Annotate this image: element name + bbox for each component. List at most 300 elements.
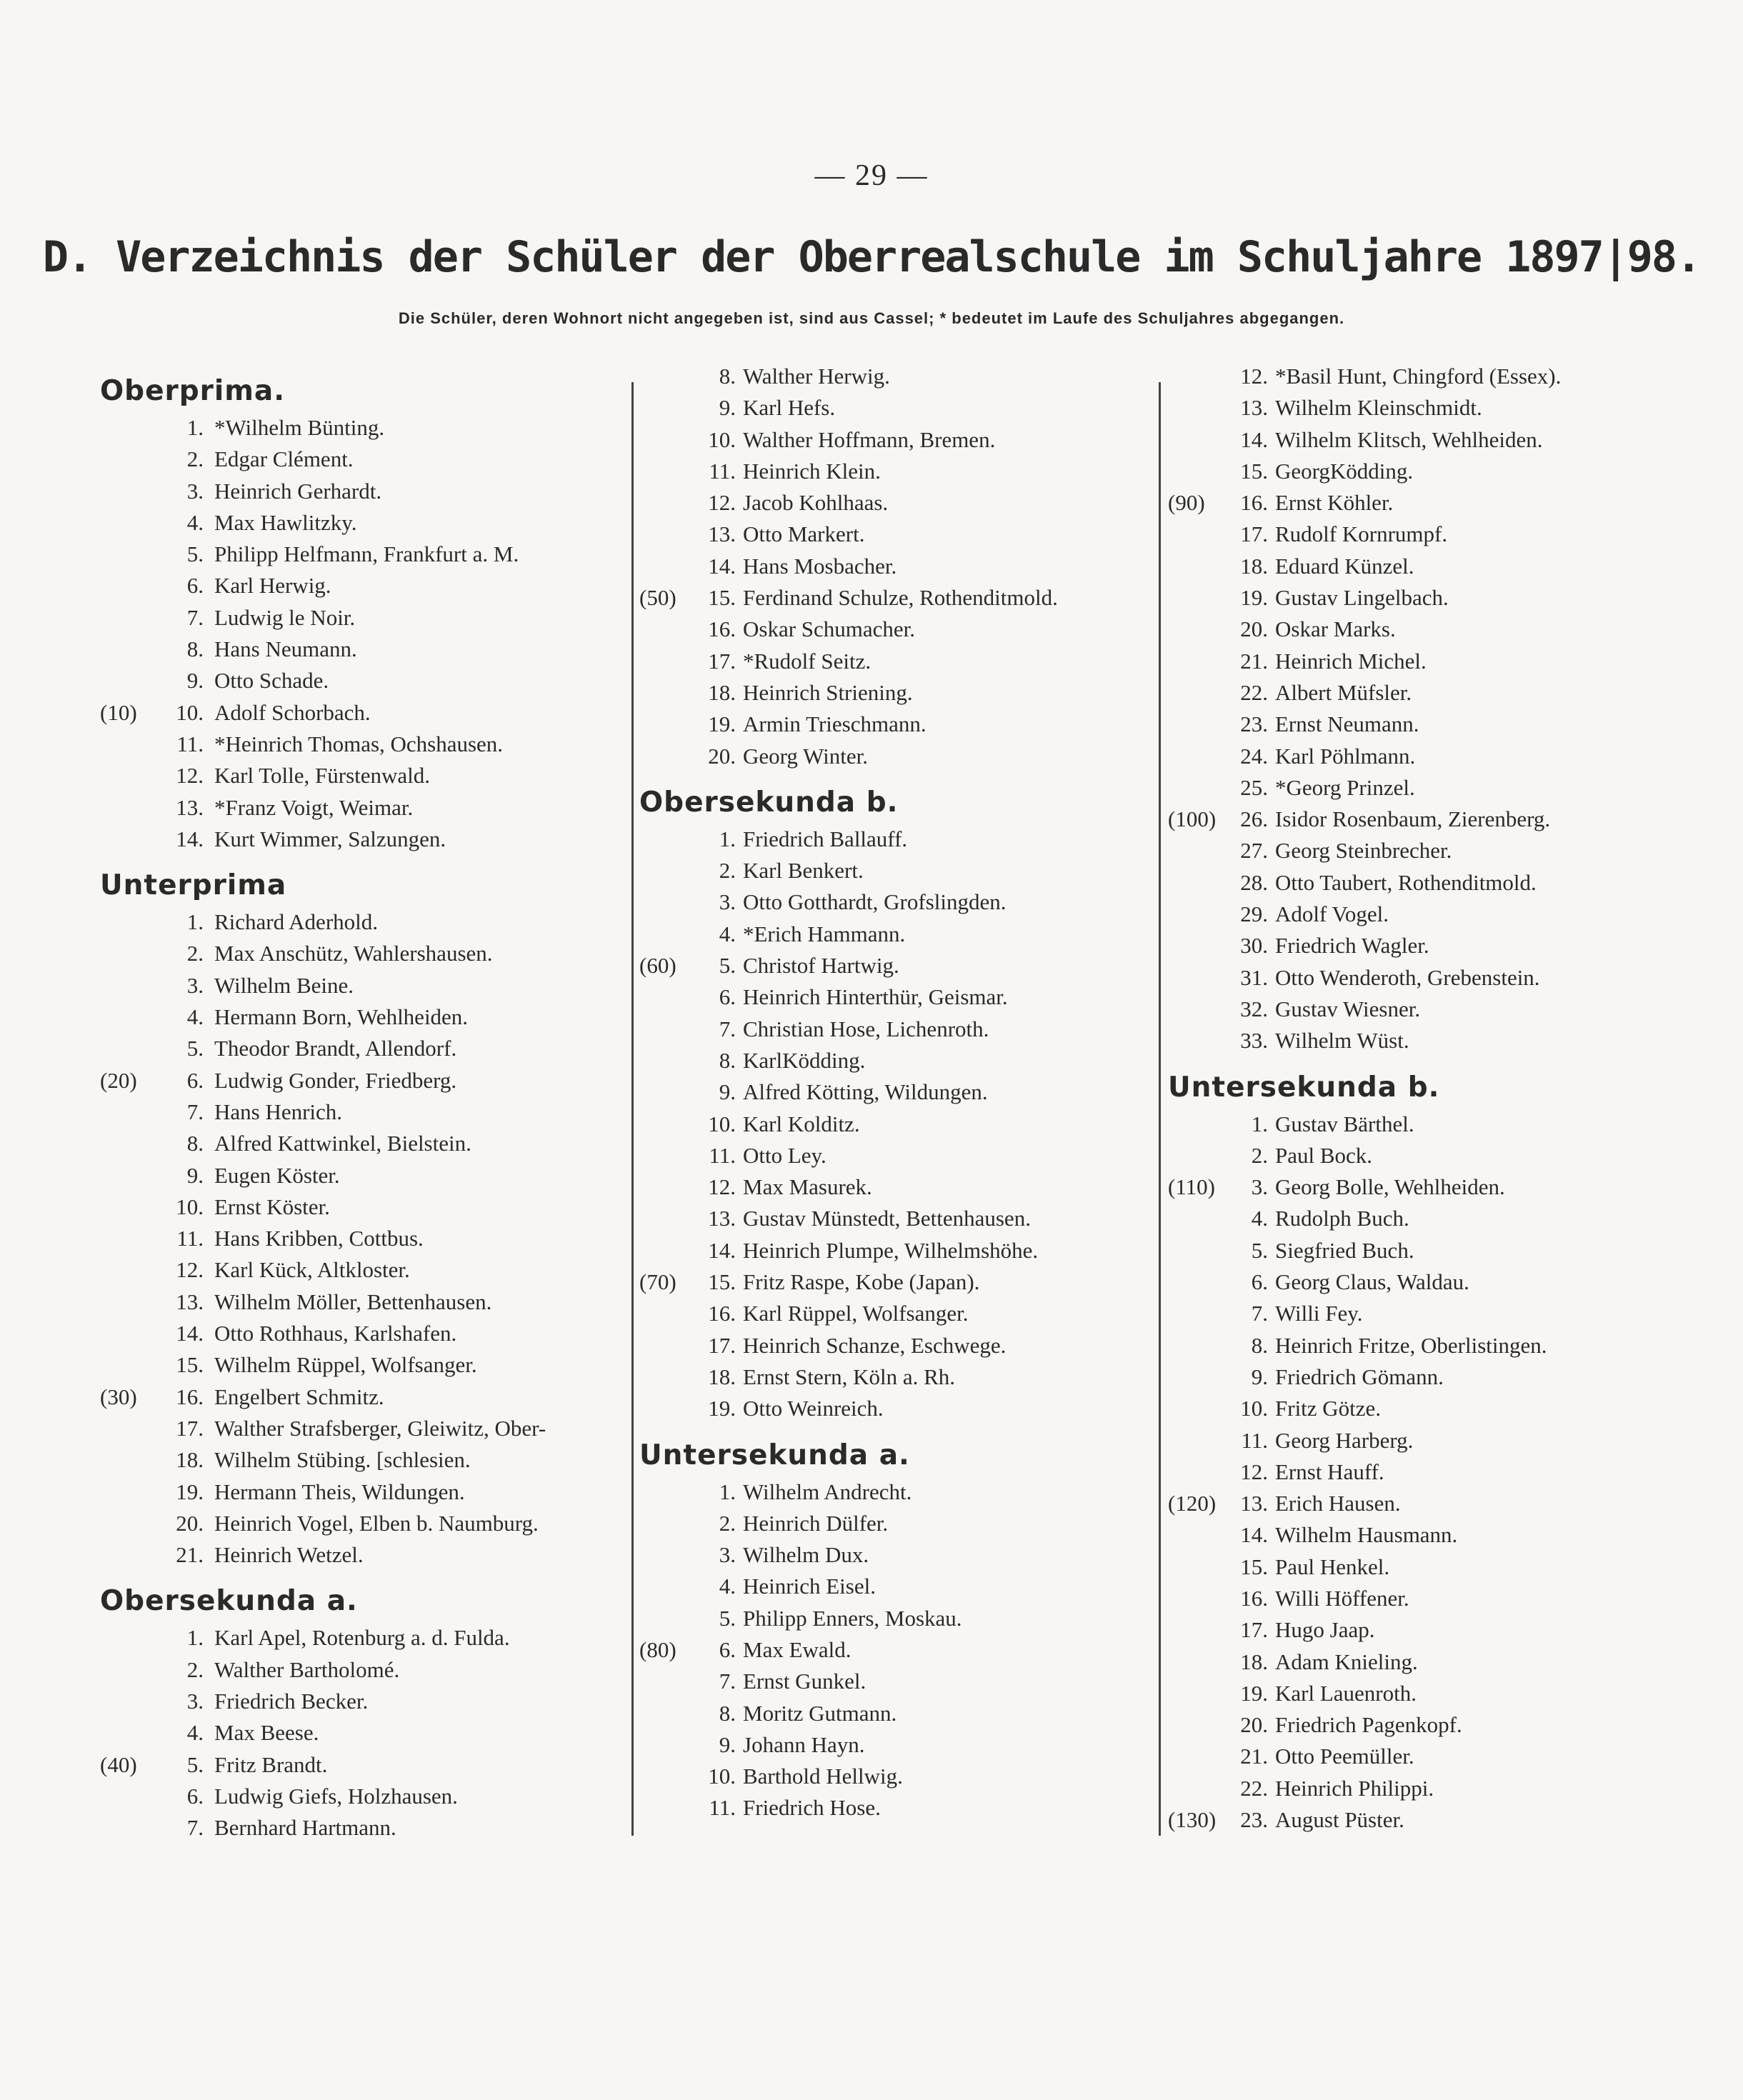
student-name: Ludwig Giefs, Holzhausen. bbox=[214, 1783, 458, 1809]
student-number: 12. bbox=[1240, 364, 1268, 389]
student-entry bbox=[639, 1109, 1164, 1140]
student-entry bbox=[1168, 424, 1672, 456]
student-entry bbox=[1168, 772, 1672, 804]
student-entry bbox=[100, 906, 629, 938]
student-entry bbox=[1168, 1298, 1672, 1329]
student-number: 18. bbox=[1240, 553, 1268, 579]
student-number: 8. bbox=[719, 1700, 736, 1726]
student-number: 14. bbox=[1240, 426, 1268, 452]
student-number: 13. bbox=[176, 1289, 204, 1314]
student-number: 1. bbox=[186, 415, 204, 440]
student-entry bbox=[100, 1096, 629, 1128]
student-name: Heinrich Eisel. bbox=[743, 1574, 876, 1599]
student-name: Heinrich Dülfer. bbox=[743, 1510, 889, 1536]
student-number: 15. bbox=[1240, 458, 1268, 484]
student-entry bbox=[1168, 1425, 1672, 1456]
student-name: Wilhelm Klitsch, Wehlheiden. bbox=[1275, 426, 1543, 452]
student-name: Otto Rothhaus, Karlshafen. bbox=[214, 1321, 457, 1346]
student-name: Georg Steinbrecher. bbox=[1275, 838, 1452, 864]
student-name: Ludwig le Noir. bbox=[214, 604, 356, 630]
student-entry bbox=[100, 1413, 629, 1444]
student-entry bbox=[100, 1508, 629, 1539]
student-number: 13. bbox=[1240, 395, 1268, 421]
student-entry bbox=[639, 1014, 1164, 1045]
student-entry bbox=[639, 424, 1164, 456]
student-number: 5. bbox=[186, 1036, 204, 1061]
student-number: 5. bbox=[719, 1605, 736, 1631]
student-name: Max Anschütz, Wahlershausen. bbox=[214, 941, 493, 966]
student-number: 13. bbox=[176, 794, 204, 820]
student-name: Walther Herwig. bbox=[743, 364, 890, 389]
student-entry bbox=[639, 677, 1164, 709]
student-number: 11. bbox=[709, 458, 736, 484]
student-name: Otto Wenderoth, Grebenstein. bbox=[1275, 964, 1540, 990]
student-name: Otto Weinreich. bbox=[743, 1396, 884, 1421]
page-number: — 29 — bbox=[814, 159, 929, 192]
student-number: 11. bbox=[709, 1142, 736, 1168]
column-2 bbox=[639, 361, 1164, 1824]
student-number: 22. bbox=[1240, 1775, 1268, 1801]
student-entry bbox=[1168, 1519, 1672, 1551]
student-number: 2. bbox=[1251, 1142, 1268, 1168]
student-name: Ferdinand Schulze, Rothenditmold. bbox=[743, 585, 1058, 611]
running-count: (40) bbox=[100, 1751, 137, 1777]
student-number: 13. bbox=[708, 1206, 736, 1231]
student-number: 3. bbox=[186, 1688, 204, 1714]
student-number: 7. bbox=[719, 1016, 736, 1041]
student-number: 16. bbox=[708, 1301, 736, 1326]
running-count: (90) bbox=[1168, 490, 1205, 516]
student-number: 31. bbox=[1240, 964, 1268, 990]
student-entry bbox=[639, 1076, 1164, 1108]
student-entry bbox=[1168, 1488, 1672, 1519]
student-name: Richard Aderhold. bbox=[214, 909, 379, 935]
student-number: 9. bbox=[719, 1731, 736, 1757]
student-number: 33. bbox=[1240, 1028, 1268, 1054]
student-entry bbox=[639, 1792, 1164, 1824]
student-entry bbox=[639, 1393, 1164, 1424]
student-name: Philipp Enners, Moskau. bbox=[743, 1605, 962, 1631]
student-entry bbox=[1168, 1583, 1672, 1614]
student-name: Wilhelm Dux. bbox=[743, 1542, 869, 1568]
student-name: Adolf Schorbach. bbox=[214, 699, 371, 725]
student-name: GeorgKödding. bbox=[1275, 458, 1414, 484]
student-number: 10. bbox=[176, 699, 204, 725]
student-number: 10. bbox=[708, 426, 736, 452]
student-name: Walther Hoffmann, Bremen. bbox=[743, 426, 996, 452]
student-entry bbox=[1168, 1456, 1672, 1488]
student-entry bbox=[1168, 1646, 1672, 1678]
student-number: 18. bbox=[708, 679, 736, 705]
student-name: Wilhelm Beine. bbox=[214, 972, 354, 998]
running-count: (110) bbox=[1168, 1174, 1215, 1200]
student-number: 9. bbox=[719, 395, 736, 421]
student-entry bbox=[639, 1634, 1164, 1666]
student-number: 10. bbox=[1240, 1396, 1268, 1421]
student-number: 5. bbox=[719, 953, 736, 979]
student-entry bbox=[100, 476, 629, 507]
student-entry bbox=[639, 824, 1164, 855]
student-entry bbox=[100, 570, 629, 601]
student-entry bbox=[639, 1666, 1164, 1697]
student-number: 4. bbox=[186, 509, 204, 535]
student-entry bbox=[100, 539, 629, 570]
student-number: 7. bbox=[186, 1099, 204, 1124]
student-entry bbox=[100, 1223, 629, 1254]
student-number: 10. bbox=[708, 1764, 736, 1789]
student-name: Theodor Brandt, Allendorf. bbox=[214, 1036, 457, 1061]
student-number: 22. bbox=[1240, 679, 1268, 705]
student-entry bbox=[639, 1476, 1164, 1508]
student-number: 9. bbox=[1251, 1364, 1268, 1389]
student-number: 2. bbox=[186, 446, 204, 472]
student-name: Ernst Stern, Köln a. Rh. bbox=[743, 1364, 956, 1389]
running-count: (50) bbox=[639, 585, 676, 611]
student-number: 7. bbox=[1251, 1301, 1268, 1326]
student-entry bbox=[1168, 392, 1672, 424]
student-entry bbox=[1168, 1171, 1672, 1203]
student-number: 1. bbox=[186, 1625, 204, 1651]
student-entry bbox=[1168, 1773, 1672, 1804]
student-name: Barthold Hellwig. bbox=[743, 1764, 903, 1789]
page-subtitle: Die Schüler, deren Wohnort nicht angegeben ist, sind aus Cassel; * bedeutet im Laufe des Schuljahres abgegangen. bbox=[398, 309, 1345, 327]
student-name: Heinrich Vogel, Elben b. Naumburg. bbox=[214, 1510, 539, 1536]
student-number: 18. bbox=[708, 1364, 736, 1389]
student-entry bbox=[1168, 930, 1672, 961]
student-number: 14. bbox=[176, 826, 204, 851]
student-entry bbox=[100, 1191, 629, 1223]
student-name: Erich Hausen. bbox=[1275, 1491, 1401, 1516]
student-name: Karl Hefs. bbox=[743, 395, 836, 421]
student-entry bbox=[639, 1761, 1164, 1792]
student-name: Otto Schade. bbox=[214, 668, 329, 694]
student-entry bbox=[639, 1729, 1164, 1761]
student-entry bbox=[639, 519, 1164, 550]
student-number: 14. bbox=[1240, 1522, 1268, 1548]
student-entry bbox=[639, 741, 1164, 772]
student-number: 17. bbox=[708, 1332, 736, 1358]
student-entry bbox=[100, 1749, 629, 1781]
student-number: 10. bbox=[708, 1111, 736, 1136]
student-name: Eugen Köster. bbox=[214, 1162, 340, 1188]
student-number: 29. bbox=[1240, 901, 1268, 927]
student-entry bbox=[100, 792, 629, 824]
student-name: Friedrich Gömann. bbox=[1275, 1364, 1444, 1389]
running-count: (130) bbox=[1168, 1807, 1217, 1833]
student-name: Friedrich Ballauff. bbox=[743, 826, 908, 851]
student-entry bbox=[639, 646, 1164, 677]
student-number: 1. bbox=[719, 826, 736, 851]
student-entry bbox=[639, 855, 1164, 886]
student-name: Karl Tolle, Fürstenwald. bbox=[214, 763, 431, 789]
student-number: 1. bbox=[719, 1479, 736, 1504]
student-name: Siegfried Buch. bbox=[1275, 1237, 1414, 1263]
student-entry bbox=[1168, 1709, 1672, 1741]
student-name: Georg Claus, Waldau. bbox=[1275, 1269, 1469, 1295]
student-number: 13. bbox=[708, 521, 736, 547]
student-number: 23. bbox=[1240, 1807, 1268, 1833]
student-entry bbox=[1168, 1025, 1672, 1056]
column-3 bbox=[1168, 361, 1672, 1836]
student-entry bbox=[100, 507, 629, 539]
student-number: 6. bbox=[186, 573, 204, 599]
student-number: 7. bbox=[186, 604, 204, 630]
student-entry bbox=[100, 1033, 629, 1064]
student-number: 19. bbox=[1240, 585, 1268, 611]
student-number: 4. bbox=[719, 921, 736, 946]
student-name: Gustav Bärthel. bbox=[1275, 1111, 1414, 1136]
student-name: Max Hawlitzky. bbox=[214, 509, 357, 535]
student-number: 27. bbox=[1240, 838, 1268, 864]
student-name: Bernhard Hartmann. bbox=[214, 1815, 396, 1841]
student-name: Ernst Köster. bbox=[214, 1194, 330, 1219]
student-name: Ludwig Gonder, Friedberg. bbox=[214, 1067, 457, 1093]
student-name: Wilhelm Andrecht. bbox=[743, 1479, 912, 1504]
student-name: Georg Harberg. bbox=[1275, 1427, 1414, 1453]
student-name: Willi Fey. bbox=[1275, 1301, 1363, 1326]
student-name: Friedrich Pagenkopf. bbox=[1275, 1712, 1462, 1738]
student-entry bbox=[100, 444, 629, 475]
student-entry bbox=[100, 1381, 629, 1413]
student-entry bbox=[100, 634, 629, 665]
student-entry bbox=[1168, 487, 1672, 519]
student-entry bbox=[639, 1361, 1164, 1393]
student-entry bbox=[100, 760, 629, 791]
student-entry bbox=[1168, 551, 1672, 582]
student-name: Albert Müfsler. bbox=[1275, 679, 1412, 705]
student-number: 7. bbox=[719, 1669, 736, 1694]
student-number: 20. bbox=[1240, 616, 1268, 642]
student-number: 18. bbox=[176, 1447, 204, 1473]
student-name: Heinrich Hinterthür, Geismar. bbox=[743, 984, 1008, 1010]
student-number: 4. bbox=[719, 1574, 736, 1599]
student-entry bbox=[100, 412, 629, 444]
student-name: Isidor Rosenbaum, Zierenberg. bbox=[1275, 806, 1551, 832]
student-entry bbox=[639, 392, 1164, 424]
student-entry bbox=[1168, 1266, 1672, 1298]
student-entry bbox=[100, 1444, 629, 1476]
student-number: 12. bbox=[176, 763, 204, 789]
student-name: Otto Ley. bbox=[743, 1142, 826, 1168]
student-entry bbox=[100, 665, 629, 696]
student-entry bbox=[639, 709, 1164, 740]
student-entry bbox=[1168, 835, 1672, 866]
student-name: Hermann Theis, Wildungen. bbox=[214, 1479, 465, 1504]
student-name: Friedrich Hose. bbox=[743, 1795, 881, 1821]
student-number: 12. bbox=[176, 1257, 204, 1283]
running-count: (30) bbox=[100, 1384, 137, 1409]
student-name: Heinrich Plumpe, Wilhelmshöhe. bbox=[743, 1237, 1039, 1263]
student-number: 16. bbox=[1240, 490, 1268, 516]
student-entry bbox=[100, 1622, 629, 1654]
student-entry bbox=[639, 919, 1164, 950]
student-number: 8. bbox=[719, 1047, 736, 1073]
student-number: 24. bbox=[1240, 743, 1268, 769]
student-name: Ernst Gunkel. bbox=[743, 1669, 866, 1694]
student-entry bbox=[639, 551, 1164, 582]
student-number: 13. bbox=[1240, 1491, 1268, 1516]
student-entry bbox=[639, 614, 1164, 645]
student-entry bbox=[100, 824, 629, 855]
student-number: 26. bbox=[1240, 806, 1268, 832]
student-number: 30. bbox=[1240, 933, 1268, 959]
student-name: Rudolph Buch. bbox=[1275, 1206, 1409, 1231]
student-name: Karl Kück, Altkloster. bbox=[214, 1257, 410, 1283]
student-name: Adolf Vogel. bbox=[1275, 901, 1389, 927]
student-entry bbox=[1168, 804, 1672, 835]
student-name: Otto Gotthardt, Grofslingden. bbox=[743, 889, 1007, 915]
student-name: Wilhelm Rüppel, Wolfsanger. bbox=[214, 1352, 477, 1378]
student-name: Rudolf Kornrumpf. bbox=[1275, 521, 1448, 547]
student-entry bbox=[1168, 677, 1672, 709]
student-entry bbox=[100, 1128, 629, 1159]
student-name: Karl Lauenroth. bbox=[1275, 1680, 1417, 1706]
student-name: Willi Höffener. bbox=[1275, 1585, 1409, 1611]
running-count: (20) bbox=[100, 1067, 137, 1093]
student-name: August Püster. bbox=[1275, 1807, 1404, 1833]
student-number: 17. bbox=[1240, 1617, 1268, 1643]
student-entry bbox=[639, 1235, 1164, 1266]
section-heading: Untersekunda a. bbox=[639, 1439, 910, 1471]
student-entry bbox=[639, 886, 1164, 918]
student-name: Gustav Münstedt, Bettenhausen. bbox=[743, 1206, 1031, 1231]
student-entry bbox=[639, 1603, 1164, 1634]
student-name: *Rudolf Seitz. bbox=[743, 648, 872, 674]
student-entry bbox=[1168, 741, 1672, 772]
student-number: 16. bbox=[176, 1384, 204, 1409]
student-number: 8. bbox=[186, 636, 204, 662]
student-number: 1. bbox=[186, 909, 204, 935]
student-number: 9. bbox=[186, 1162, 204, 1188]
student-number: 19. bbox=[176, 1479, 204, 1504]
student-name: Paul Henkel. bbox=[1275, 1554, 1390, 1579]
student-name: Otto Markert. bbox=[743, 521, 865, 547]
student-entry bbox=[1168, 1741, 1672, 1772]
student-number: 25. bbox=[1240, 774, 1268, 800]
student-number: 8. bbox=[1251, 1332, 1268, 1358]
student-number: 16. bbox=[708, 616, 736, 642]
student-number: 3. bbox=[186, 972, 204, 998]
student-entry bbox=[100, 1476, 629, 1508]
column-divider bbox=[631, 382, 634, 1836]
student-name: Max Beese. bbox=[214, 1720, 319, 1746]
student-name: Georg Winter. bbox=[743, 743, 868, 769]
student-number: 16. bbox=[1240, 1585, 1268, 1611]
section-heading: Obersekunda a. bbox=[100, 1585, 358, 1618]
student-number: 21. bbox=[176, 1542, 204, 1568]
student-number: 20. bbox=[1240, 1712, 1268, 1738]
student-number: 14. bbox=[708, 553, 736, 579]
student-number: 15. bbox=[708, 585, 736, 611]
student-entry bbox=[1168, 1330, 1672, 1361]
student-number: 2. bbox=[719, 1510, 736, 1536]
running-count: (80) bbox=[639, 1636, 676, 1662]
student-name: Heinrich Fritze, Oberlistingen. bbox=[1275, 1332, 1547, 1358]
student-entry bbox=[1168, 1203, 1672, 1234]
student-name: Heinrich Wetzel. bbox=[214, 1542, 364, 1568]
student-entry bbox=[639, 1203, 1164, 1234]
student-entry bbox=[100, 1717, 629, 1749]
student-name: Alfred Kötting, Wildungen. bbox=[743, 1079, 988, 1105]
student-entry bbox=[639, 582, 1164, 614]
student-entry bbox=[639, 950, 1164, 981]
student-number: 14. bbox=[176, 1321, 204, 1346]
running-count: (60) bbox=[639, 953, 676, 979]
student-name: Hans Neumann. bbox=[214, 636, 357, 662]
student-number: 32. bbox=[1240, 996, 1268, 1021]
student-number: 5. bbox=[186, 541, 204, 567]
student-entry bbox=[1168, 361, 1672, 392]
student-name: Fritz Brandt. bbox=[214, 1751, 328, 1777]
student-number: 6. bbox=[719, 1636, 736, 1662]
student-name: Otto Taubert, Rothenditmold. bbox=[1275, 869, 1537, 895]
student-name: Wilhelm Möller, Bettenhausen. bbox=[214, 1289, 492, 1314]
student-name: Wilhelm Wüst. bbox=[1275, 1028, 1409, 1054]
student-entry bbox=[1168, 1614, 1672, 1646]
student-entry bbox=[100, 602, 629, 634]
student-number: 11. bbox=[176, 731, 204, 756]
student-name: Karl Pöhlmann. bbox=[1275, 743, 1416, 769]
student-number: 6. bbox=[186, 1783, 204, 1809]
student-name: Hermann Born, Wehlheiden. bbox=[214, 1004, 469, 1030]
student-number: 4. bbox=[186, 1720, 204, 1746]
student-entry bbox=[1168, 1804, 1672, 1836]
student-entry bbox=[100, 1286, 629, 1318]
running-count: (100) bbox=[1168, 806, 1217, 832]
student-entry bbox=[1168, 709, 1672, 740]
student-entry bbox=[100, 1318, 629, 1349]
student-entry bbox=[1168, 582, 1672, 614]
student-number: 17. bbox=[176, 1415, 204, 1441]
student-entry bbox=[1168, 867, 1672, 899]
student-number: 9. bbox=[719, 1079, 736, 1105]
student-name: Heinrich Philippi. bbox=[1275, 1775, 1434, 1801]
student-name: Eduard Künzel. bbox=[1275, 553, 1414, 579]
student-entry bbox=[1168, 1678, 1672, 1709]
student-number: 9. bbox=[186, 668, 204, 694]
student-entry bbox=[639, 1539, 1164, 1571]
running-count: (10) bbox=[100, 699, 137, 725]
student-name: Karl Kolditz. bbox=[743, 1111, 860, 1136]
student-number: 6. bbox=[1251, 1269, 1268, 1295]
student-entry bbox=[639, 1266, 1164, 1298]
student-number: 21. bbox=[1240, 648, 1268, 674]
running-count: (70) bbox=[639, 1269, 676, 1295]
student-number: 11. bbox=[709, 1795, 736, 1821]
student-name: Christof Hartwig. bbox=[743, 953, 899, 979]
student-number: 21. bbox=[1240, 1744, 1268, 1769]
student-number: 5. bbox=[186, 1751, 204, 1777]
student-entry bbox=[1168, 1235, 1672, 1266]
student-entry bbox=[1168, 1393, 1672, 1424]
student-name: Heinrich Schanze, Eschwege. bbox=[743, 1332, 1007, 1358]
student-number: 1. bbox=[1251, 1111, 1268, 1136]
student-name: Moritz Gutmann. bbox=[743, 1700, 897, 1726]
student-name: Engelbert Schmitz. bbox=[214, 1384, 384, 1409]
student-entry bbox=[639, 1508, 1164, 1539]
student-number: 3. bbox=[719, 1542, 736, 1568]
student-entry bbox=[100, 1686, 629, 1717]
student-name: Hans Kribben, Cottbus. bbox=[214, 1226, 424, 1251]
student-number: 15. bbox=[708, 1269, 736, 1295]
student-name: Wilhelm Hausmann. bbox=[1275, 1522, 1458, 1548]
student-entry bbox=[100, 1160, 629, 1191]
student-name: Fritz Götze. bbox=[1275, 1396, 1382, 1421]
student-number: 8. bbox=[719, 364, 736, 389]
student-number: 28. bbox=[1240, 869, 1268, 895]
student-name: Heinrich Klein. bbox=[743, 458, 881, 484]
student-name: Karl Herwig. bbox=[214, 573, 331, 599]
